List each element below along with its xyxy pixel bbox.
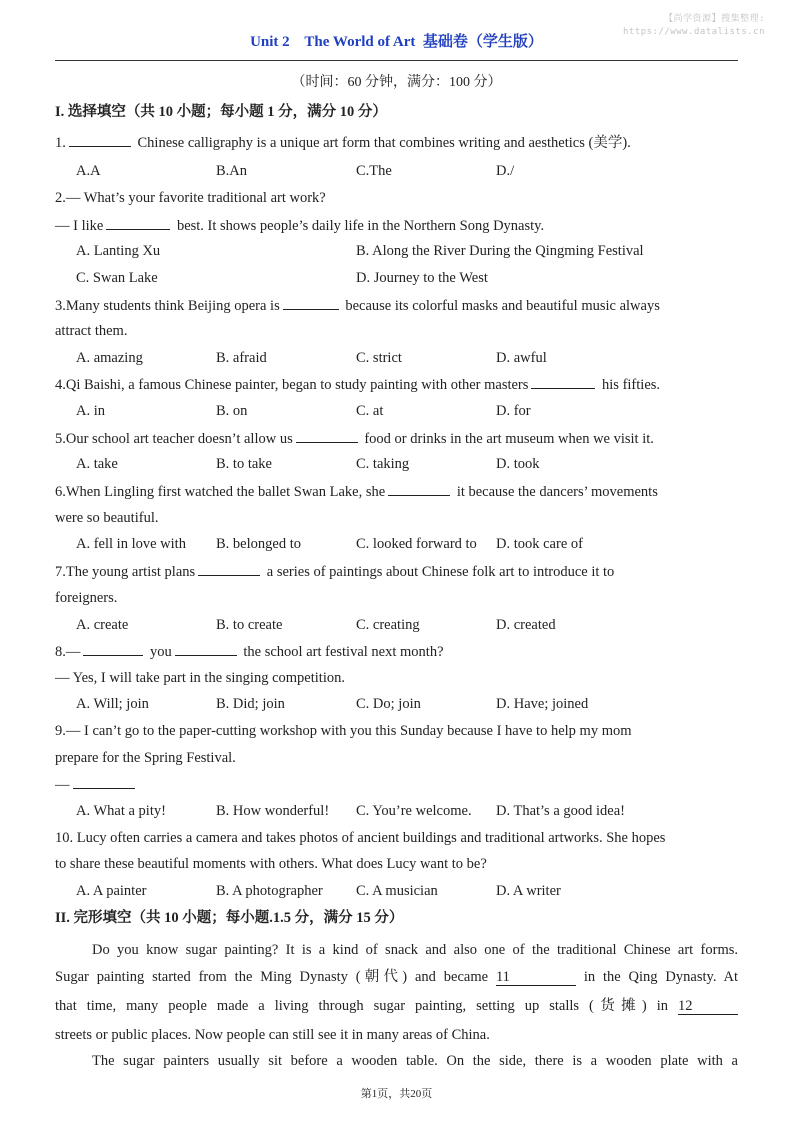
q1-option-a: A.A — [76, 163, 101, 179]
answer-blank — [69, 132, 131, 147]
q5-option-c: C. taking — [356, 456, 410, 472]
passage-line-3-start: that time, many people made a living through sugar painting, setting up stalls (货摊) in — [55, 998, 669, 1014]
q4-option-a: A. in — [76, 403, 105, 419]
question-10-continued: to share these beautiful moments with others. What does Lucy want to be? — [55, 856, 487, 872]
answer-blank — [531, 374, 595, 389]
passage-line-1: Do you know sugar painting? It is a kind of snack and also one of the traditional Chinese art forms. — [92, 942, 738, 958]
q10-option-b: B. A photographer — [216, 883, 323, 899]
question-6-continued: were so beautiful. — [55, 510, 159, 526]
q5-text-end: food or drinks in the art museum when we visit it. — [364, 431, 654, 447]
q3-option-c: C. strict — [356, 350, 402, 366]
q3-text-end: because its colorful masks and beautiful music always — [345, 298, 660, 314]
q10-option-c: C. A musician — [356, 883, 438, 899]
q7-option-d: D. created — [496, 617, 556, 633]
q9-option-d: D. That’s a good idea! — [496, 803, 625, 819]
question-8-prompt — [55, 641, 444, 662]
q5-text-start: 5.Our school art teacher doesn’t allow us — [55, 431, 293, 447]
title-divider — [55, 60, 738, 61]
passage-line-2-end: in the Qing Dynasty. At — [583, 969, 739, 985]
question-7-continued: foreigners. — [55, 590, 118, 606]
answer-blank — [106, 215, 170, 230]
question-4 — [55, 374, 660, 395]
q8-option-b: B. Did; join — [216, 696, 285, 712]
question-9-prompt: 9.— I can’t go to the paper-cutting workshop with you this Sunday because I have to help my mom — [55, 723, 632, 739]
answer-blank — [175, 641, 237, 656]
page-number: 第1页，共20页 — [360, 1088, 433, 1100]
answer-blank — [198, 561, 260, 576]
exam-info: （时间：60 分钟，满分：100 分） — [291, 75, 502, 90]
watermark-line-2: https://www.datalists.cn — [622, 27, 765, 37]
q9-option-a: A. What a pity! — [76, 803, 166, 819]
q5-option-b: B. to take — [216, 456, 272, 472]
q6-text-end: it because the dancers’ movements — [456, 484, 658, 500]
passage-line-3 — [55, 996, 738, 1016]
q8-option-a: A. Will; join — [76, 696, 149, 712]
page-title: Unit 2 The World of Art 基础卷（学生版） — [250, 34, 543, 50]
q4-text-start: 4.Qi Baishi, a famous Chinese painter, began to study painting with other masters — [55, 377, 529, 393]
answer-blank — [83, 641, 143, 656]
q7-option-a: A. create — [76, 617, 129, 633]
q2-option-d: D. Journey to the West — [356, 270, 488, 286]
q7-text-end: a series of paintings about Chinese folk art to introduce it to — [266, 564, 615, 580]
question-9-continued: prepare for the Spring Festival. — [55, 750, 236, 766]
q2-option-b: B. Along the River During the Qingming Festival — [356, 243, 644, 259]
q10-option-a: A. A painter — [76, 883, 147, 899]
answer-blank — [388, 481, 450, 496]
question-3 — [55, 295, 660, 316]
question-5 — [55, 428, 654, 449]
q4-option-c: C. at — [356, 403, 384, 419]
passage-line-2 — [55, 967, 738, 987]
question-6 — [55, 481, 658, 502]
q4-option-b: B. on — [216, 403, 248, 419]
q4-option-d: D. for — [496, 403, 531, 419]
q6-option-a: A. fell in love with — [76, 536, 186, 552]
q6-option-c: C. looked forward to — [356, 536, 477, 552]
cloze-blank-12: 12 — [678, 998, 738, 1015]
passage-line-5: The sugar painters usually sit before a wooden table. On the side, there is a wooden plate with a — [92, 1053, 738, 1069]
answer-blank — [73, 774, 135, 789]
q3-option-b: B. afraid — [216, 350, 267, 366]
q3-option-a: A. amazing — [76, 350, 143, 366]
q7-option-c: C. creating — [356, 617, 420, 633]
q2-option-c: C. Swan Lake — [76, 270, 158, 286]
q2-response-start: — I like — [55, 218, 104, 234]
passage-line-4: streets or public places. Now people can still see it in many areas of China. — [55, 1027, 490, 1043]
answer-blank — [283, 295, 339, 310]
q5-option-d: D. took — [496, 456, 540, 472]
section-1-heading: I. 选择填空（共 10 小题；每小题 1 分，满分 10 分） — [55, 104, 387, 120]
cloze-blank-11: 11 — [496, 969, 576, 986]
question-8-response: — Yes, I will take part in the singing competition. — [55, 670, 345, 686]
q2-response-end: best. It shows people’s daily life in the Northern Song Dynasty. — [176, 218, 545, 234]
question-7 — [55, 561, 614, 582]
answer-blank — [296, 428, 358, 443]
q1-number: 1. — [55, 135, 66, 151]
question-1 — [55, 132, 631, 153]
question-9-response — [55, 774, 138, 795]
q9-option-c: C. You’re welcome. — [356, 803, 472, 819]
q1-option-c: C.The — [356, 163, 392, 179]
q1-text: Chinese calligraphy is a unique art form that combines writing and aesthetics (美学). — [137, 135, 631, 151]
q3-option-d: D. awful — [496, 350, 547, 366]
question-3-continued: attract them. — [55, 323, 128, 339]
q1-option-b: B.An — [216, 163, 248, 179]
question-10: 10. Lucy often carries a camera and takes photos of ancient buildings and traditional artworks. She hopes — [55, 830, 666, 846]
q6-option-d: D. took care of — [496, 536, 583, 552]
q7-option-b: B. to create — [216, 617, 283, 633]
q9-dash: — — [55, 777, 70, 793]
q5-option-a: A. take — [76, 456, 118, 472]
q7-text-start: 7.The young artist plans — [55, 564, 196, 580]
q10-option-d: D. A writer — [496, 883, 561, 899]
q9-option-b: B. How wonderful! — [216, 803, 330, 819]
section-2-heading: II. 完形填空（共 10 小题；每小题.1.5 分，满分 15 分） — [55, 910, 404, 926]
q8-text-middle: you — [150, 644, 172, 660]
q8-option-d: D. Have; joined — [496, 696, 589, 712]
q6-option-b: B. belonged to — [216, 536, 301, 552]
q8-number: 8.— — [55, 644, 81, 660]
q8-option-c: C. Do; join — [356, 696, 421, 712]
q2-option-a: A. Lanting Xu — [76, 243, 161, 259]
question-2-prompt: 2.— What’s your favorite traditional art work? — [55, 190, 326, 206]
passage-line-2-start: Sugar painting started from the Ming Dynasty (朝代) and became — [55, 969, 489, 985]
question-2-response — [55, 215, 544, 236]
watermark-line-1: 【尚学资源】搜集整理: — [664, 14, 765, 24]
q4-text-end: his fifties. — [602, 377, 661, 393]
q6-text-start: 6.When Lingling first watched the ballet Swan Lake, she — [55, 484, 386, 500]
q3-text-start: 3.Many students think Beijing opera is — [55, 298, 280, 314]
q1-option-d: D./ — [496, 163, 515, 179]
q8-text-end: the school art festival next month? — [243, 644, 444, 660]
